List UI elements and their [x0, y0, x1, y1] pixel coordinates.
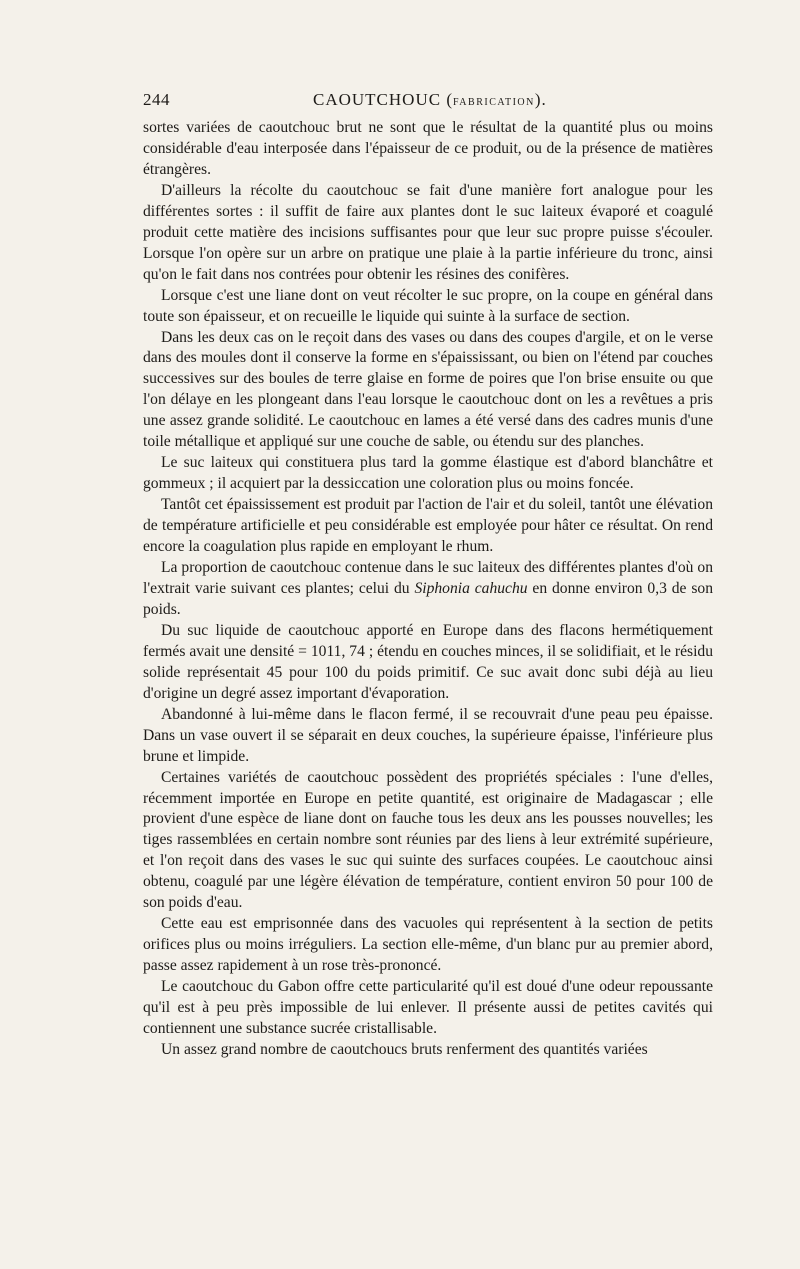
body-text — [143, 118, 713, 1061]
page-header — [143, 90, 713, 112]
paragraph-6: Tantôt cet épaississement est produit par l'action de l'air et du soleil, tantôt une élévation de température artificielle et peu considérable est employée pour hâter ce résultat. On rend encore la coagulation plus rapide en employant le rhum. — [143, 496, 713, 556]
paragraph-10: Certaines variétés de caoutchouc possèdent des propriétés spéciales : l'une d'elles, récemment importée en Europe en petite quantité, est originaire de Madagascar ; elle provient d'une espèce de liane dont on fauche tous les deux ans les pousses nouvelles; les tiges rassemblées en certain nombre sont réunies par des liens à leur extrémité supérieure, et l'on reçoit dans des vases le suc qui suinte des surfaces coupées. Le caoutchouc ainsi obtenu, coagulé par une légère élévation de température, contient environ 50 pour 100 de son poids d'eau. — [143, 768, 713, 912]
paragraph-2: D'ailleurs la récolte du caoutchouc se fait d'une manière fort analogue pour les différentes sortes : il suffit de faire aux plantes dont le suc laiteux évaporé et coagulé produit cette matière des incisions suffisantes pour que leur suc propre puisse s'écouler. Lorsque l'on opère sur un arbre on pratique une plaie à la partie inférieure du tronc, ainsi qu'on le fait dans nos contrées pour obtenir les résines des conifères. — [143, 181, 713, 283]
running-title-main: CAOUTCHOUC — [313, 90, 442, 109]
paragraph-4: Dans les deux cas on le reçoit dans des vases ou dans des coupes d'argile, et on le verse dans des moules dont il conserve la forme en s'épaississant, ou bien on l'étend par couches successives sur des boules de terre glaise en forme de poires que l'on brise ensuite ou que l'on délaye en les plongeant dans l'eau lorsque le caoutchouc dont on les a revêtues a pris une assez grande solidité. Le caoutchouc en lames a été versé dans des cadres munis d'une toile métallique et appliqué sur une couche de sable, ou étendu sur des planches. — [143, 328, 713, 451]
paragraph-12: Le caoutchouc du Gabon offre cette particularité qu'il est doué d'une odeur repoussante qu'il est à peu près impossible de lui enlever. Il présente aussi de petites cavités qui contiennent une substance sucrée cristallisable. — [143, 978, 713, 1037]
paragraph-1: sortes variées de caoutchouc brut ne sont que le résultat de la quantité plus ou moins considérable d'eau interposée dans l'épaisseur de ce produit, ou de la présence de matières étrangères. — [143, 119, 713, 178]
paragraph-3: Lorsque c'est une liane dont on veut récolter le suc propre, on la coupe en général dans toute son épaisseur, et on recueille le liquide qui suinte à la surface de section. — [143, 286, 713, 325]
paragraph-11: Cette eau est emprisonnée dans des vacuoles qui représentent à la section de petits orifices plus ou moins irréguliers. La section elle-même, d'un blanc pur au premier abord, passe assez rapidement à un rose très-prononcé. — [143, 915, 713, 975]
running-title-open: ( — [441, 90, 453, 109]
species-name: Siphonia cahuchu — [414, 579, 528, 597]
paragraph-7 — [143, 558, 713, 621]
page-number: 244 — [143, 90, 170, 109]
running-title — [313, 90, 547, 110]
paragraph-13: Un assez grand nombre de caoutchoucs bruts renferment des quantités variées — [161, 1040, 648, 1058]
paragraph-7-end: en donne environ 0,3 de son poids. — [143, 579, 713, 618]
paragraph-9: Abandonné à lui-même dans le flacon fermé, il se recouvrait d'une peau peu épaisse. Dans un vase ouvert il se séparait en deux couches, la supérieure épaisse, l'inférieure plus brune et limpide. — [143, 705, 713, 765]
paragraph-7-start: La proportion de caoutchouc contenue dans le suc laiteux des différentes plantes d'où on l'extrait varie suivant ces plantes; celui du — [143, 559, 713, 597]
running-title-close: ). — [534, 90, 547, 109]
paragraph-5: Le suc laiteux qui constituera plus tard la gomme élastique est d'abord blanchâtre et gommeux ; il acquiert par la dessiccation une coloration plus ou moins foncée. — [143, 454, 713, 493]
paragraph-8: Du suc liquide de caoutchouc apporté en Europe dans des flacons hermétiquement fermés avait une densité = 1011, 74 ; étendu en couches minces, il se solidifiait, et le résidu solide représentait 45 pour 100 du poids primitif. Ce suc avait donc subi déjà au lieu d'origine un degré assez important d'évaporation. — [143, 621, 713, 702]
running-title-sub: FABRICATION — [452, 97, 535, 108]
